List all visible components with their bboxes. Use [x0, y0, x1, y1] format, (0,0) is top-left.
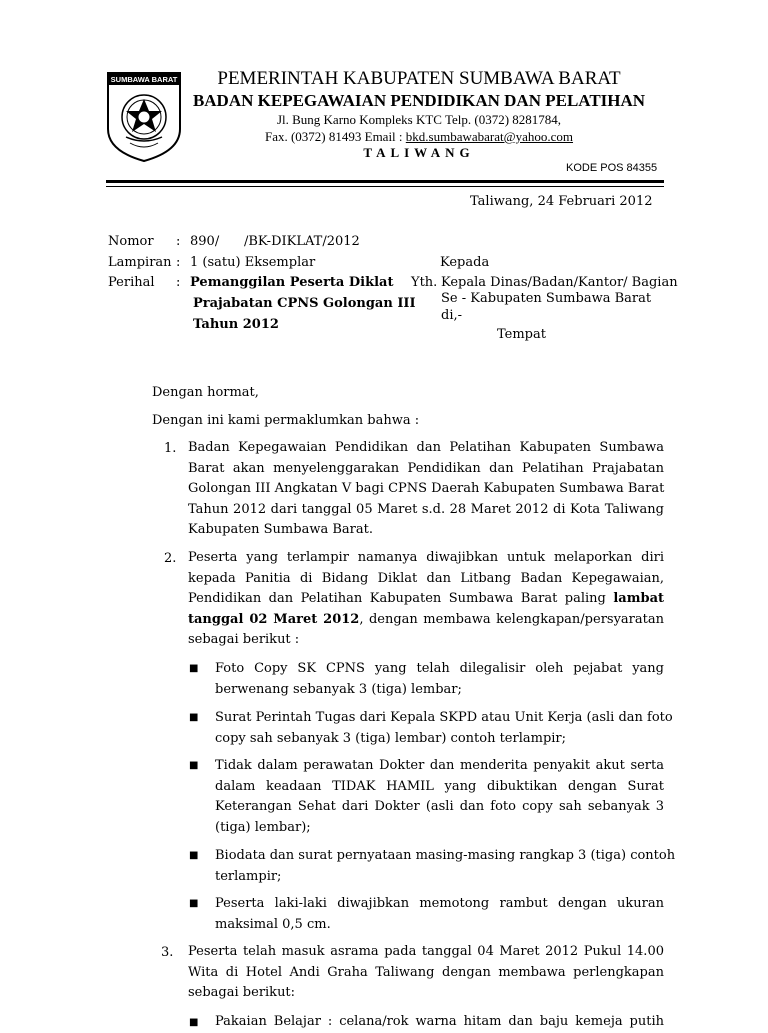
item-3-line: Wita di Hotel Andi Graha Taliwang dengan membawa perlengkapan: [188, 964, 664, 980]
bullet-2-text: [215, 708, 673, 749]
email-link[interactable]: bkd.sumbawabarat@yahoo.com: [405, 129, 574, 144]
fax-text: Fax. (0372) 81493 Email :: [264, 129, 406, 144]
bullet-line: Keterangan Sehat dari Dokter (asli dan foto copy sah sebanyak 3: [215, 799, 664, 814]
recipient-yth: Yth.: [411, 275, 438, 290]
recipient-line-3: di,-: [441, 308, 463, 323]
item-2-deadline-date: tanggal 02 Maret 2012: [188, 611, 360, 627]
government-title: PEMERINTAH KABUPATEN SUMBAWA BARAT: [217, 68, 621, 89]
header-divider-thick: [106, 180, 664, 183]
lampiran-value: 1 (satu) Eksemplar: [190, 255, 316, 270]
item-1-line: Badan Kepegawaian Pendidikan dan Pelatihan Kabupaten Sumbawa: [188, 440, 664, 455]
recipient-kepada: Kepada: [440, 255, 490, 270]
postal-code: KODE POS 84355: [566, 162, 658, 174]
bullet-line: copy sah sebanyak 3 (tiga) lembar) contoh terlampir;: [215, 730, 567, 746]
item-3-line: sebagai berikut:: [188, 985, 296, 1000]
item-1-number: 1.: [164, 441, 177, 456]
recipient-line-2: Se - Kabupaten Sumbawa Barat: [441, 291, 652, 306]
bullet-line: berwenang sebanyak 3 (tiga) lembar;: [215, 681, 462, 697]
item-2-line: Peserta yang terlampir namanya diwajibkan untuk melaporkan diri: [188, 550, 664, 565]
greeting: Dengan hormat,: [152, 385, 259, 400]
item-1-line: Tahun 2012 dari tanggal 05 Maret s.d. 28 Maret 2012 di Kota Taliwang: [188, 501, 664, 517]
bullet-line: Biodata dan surat pernyataan masing-masing rangkap 3 (tiga) contoh: [215, 848, 676, 863]
item-2-line-4-text: , dengan membawa kelengkapan/persyaratan: [359, 611, 664, 627]
header-divider-thin: [106, 186, 664, 187]
item-3-text: [188, 942, 664, 1004]
item-1-line: Barat akan menyelenggarakan Pendidikan dan Pelatihan Prajabatan: [188, 460, 664, 476]
item-2-line-4: [188, 610, 664, 631]
bullet-square-icon: ■: [189, 760, 199, 771]
bullet-square-icon: ■: [189, 1017, 199, 1028]
item-2-deadline-lambat: lambat: [613, 591, 664, 606]
perihal-colon: :: [176, 275, 181, 290]
agency-title: BADAN KEPEGAWAIAN PENDIDIKAN DAN PELATIHAN: [192, 91, 646, 110]
bullet-square-icon: ■: [189, 850, 199, 861]
item-2-line-3-text: Pendidikan dan Pelatihan Kabupaten Sumbawa Barat paling: [188, 591, 614, 606]
item-3-number: 3.: [161, 945, 174, 960]
intro-text: Dengan ini kami permaklumkan bahwa :: [152, 413, 420, 428]
lampiran-colon: :: [176, 255, 181, 270]
recipient-line-4: Tempat: [497, 327, 546, 342]
item-3-line: Peserta telah masuk asrama pada tanggal 04 Maret 2012 Pukul 14.00: [188, 944, 664, 959]
item-2-line: kepada Panitia di Bidang Diklat dan Litbang Badan Kepegawaian,: [188, 570, 664, 586]
letter-date: Taliwang, 24 Februari 2012: [470, 194, 653, 209]
bullet-line: Surat Perintah Tugas dari Kepala SKPD atau Unit Kerja (asli dan foto: [215, 710, 673, 725]
bullet-4-text: [215, 846, 676, 887]
lampiran-label: Lampiran: [108, 255, 172, 270]
bullet-line: Tidak dalam perawatan Dokter dan menderita penyakit akut serta: [215, 758, 664, 773]
bullet-line: terlampir;: [215, 868, 282, 884]
recipient-line-1: Kepala Dinas/Badan/Kantor/ Bagian: [441, 275, 678, 290]
bullet-line: Foto Copy SK CPNS yang telah dilegalisir oleh pejabat yang: [215, 661, 664, 676]
bullet-square-icon: ■: [189, 712, 199, 723]
bullet-1-text: [215, 659, 664, 700]
nomor-colon: :: [176, 234, 181, 249]
bullet-square-icon: ■: [189, 663, 199, 674]
bullet-line: Peserta laki-laki diwajibkan memotong rambut dengan ukuran: [215, 896, 664, 911]
nomor-label: Nomor: [108, 234, 154, 249]
item-2-line-3: [188, 589, 664, 610]
perihal-line-1: Pemanggilan Peserta Diklat: [190, 275, 394, 290]
city-name: TALIWANG: [363, 145, 475, 160]
bullet-square-icon: ■: [189, 898, 199, 909]
logo-text: SUMBAWA BARAT: [110, 75, 178, 84]
item-1-line: Golongan III Angkatan V bagi CPNS Daerah Kabupaten Sumbawa Barat: [188, 481, 665, 496]
item-2-number: 2.: [164, 551, 177, 566]
item-1-text: [188, 438, 664, 541]
bullet-line: Pakaian Belajar : celana/rok warna hitam dan baju kemeja putih: [215, 1014, 664, 1029]
bullet-line: maksimal 0,5 cm.: [215, 916, 331, 932]
item-2-line: sebagai berikut :: [188, 632, 300, 647]
address-line-2: [0, 129, 768, 145]
perihal-label: Perihal: [108, 275, 155, 290]
bullet-3-text: [215, 756, 664, 838]
perihal-line-2: Prajabatan CPNS Golongan III: [193, 296, 416, 311]
address-line-1: Jl. Bung Karno Kompleks KTC Telp. (0372) 8281784,: [276, 112, 562, 127]
bullet-5-text: [215, 894, 664, 935]
item-3-bullet-1-text: [215, 1012, 664, 1033]
bullet-line: dalam keadaan TIDAK HAMIL yang dibuktikan dengan Surat: [215, 778, 664, 794]
bullet-line: (tiga) lembar);: [215, 819, 311, 835]
item-2-text: [188, 548, 664, 651]
item-1-line: Kabupaten Sumbawa Barat.: [188, 522, 373, 537]
perihal-line-3: Tahun 2012: [193, 317, 279, 332]
nomor-value: 890/ /BK-DIKLAT/2012: [190, 234, 360, 249]
